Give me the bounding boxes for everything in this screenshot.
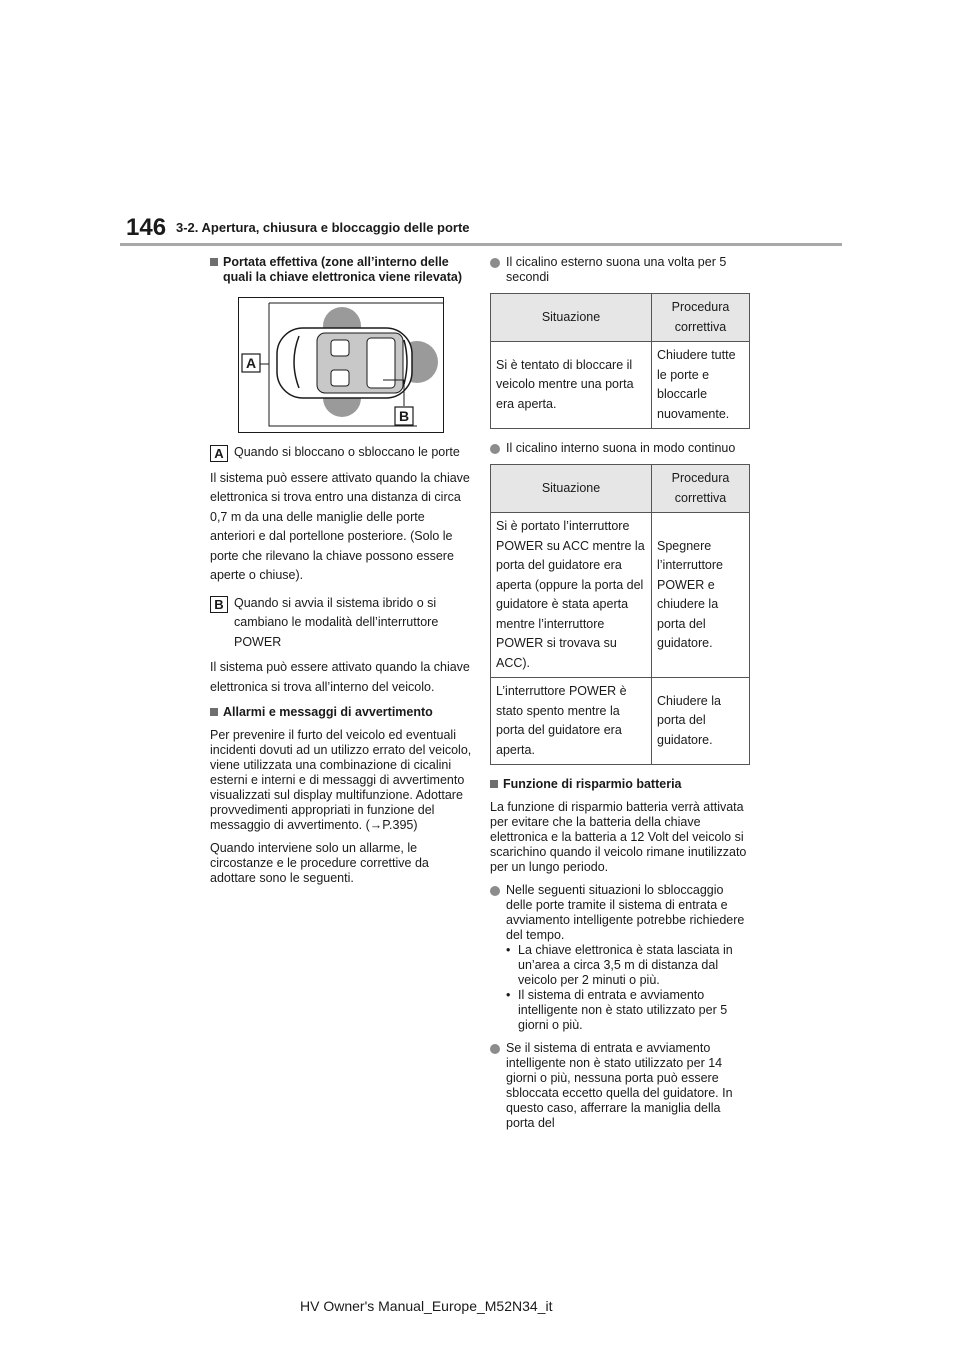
right-column [490,255,752,1139]
heading-effective-range: Portata effettiva (zone all’interno delle quali la chiave elettronica viene rilevata) [210,255,472,285]
round-bullet-icon [490,258,500,268]
list-item: • La chiave elettronica è stata lasciata in un’area a circa 3,5 m di distanza dal veicolo per 2 minuti o più. [506,943,733,987]
round-bullet-icon [490,886,500,896]
bullet-internal-buzzer: Il cicalino interno suona in modo continuo [490,441,752,456]
square-bullet-icon [210,258,218,266]
section-title: 3-2. Apertura, chiusura e bloccaggio delle porte [176,220,470,235]
table-header: Situazione [491,465,652,513]
table-cell: Si è portato l’interruttore POWER su ACC mentre la porta del guidatore era aperta (oppure la porta del guidatore è stata aperta mentre l’interruttore POWER si trovava su ACC). [491,513,652,678]
table-row [491,342,750,429]
square-bullet-icon [210,708,218,716]
square-bullet-icon [490,780,498,788]
table-row [491,513,750,678]
bullet-unlock-delay: Nelle seguenti situazioni lo sbloccaggio delle porte tramite il sistema di entrata e avviamento intelligente potrebbe richiedere del tempo. • La chiave elettronica è stata lasciata in un’area a circa 3,5 m di distanza dal veicolo per 2 minuti o più. • Il sistema di entrata e avviamento intelligente non è stato utilizzato per 5 giorni o più. [490,883,752,1033]
car-top-view-diagram [239,298,443,432]
zone-a-title: A Quando si bloccano o sbloccano le porte [210,443,472,463]
table-cell: Chiudere la porta del guidatore. [652,678,750,765]
external-buzzer-table [490,293,750,429]
round-bullet-icon [490,444,500,454]
label-b-box: B [210,596,228,613]
seat-front-right [331,370,349,386]
bullet-14-days: Se il sistema di entrata e avviamento intelligente non è stato utilizzato per 14 giorni o più, nessuna porta può essere sbloccata eccetto quella del guidatore. In questo caso, afferrare la maniglia della porta del [490,1041,752,1131]
alarms-paragraph: Per prevenire il furto del veicolo ed eventuali incidenti dovuti ad un utilizzo errato del veicolo, viene utilizzata una combinazione di cicalini esterni e interni e di messaggi di avvertimento visualizzati sul display multifunzione. Adottare provvedimenti appropriati in funzione del messaggio di avvertimento. (→P.395) [210,728,472,832]
seat-front-left [331,340,349,356]
table-header: Procedura correttiva [652,294,750,342]
heading-battery-saving: Funzione di risparmio batteria [490,777,752,792]
zone-b-title: B Quando si avvia il sistema ibrido o si cambiano le modalità dell’interruttore POWER [210,594,472,653]
table-cell: L’interruttore POWER è stato spento mentre la porta del guidatore era aperta. [491,678,652,765]
table-cell: Si è tentato di bloccare il veicolo mentre una porta era aperta. [491,342,652,429]
left-column [210,255,472,894]
bullet-external-buzzer: Il cicalino esterno suona una volta per 5 secondi [490,255,752,285]
table-header: Situazione [491,294,652,342]
table-header: Procedura correttiva [652,465,750,513]
header-divider [120,243,842,246]
zone-b-description: Il sistema può essere attivato quando la chiave elettronica si trova all’interno del veicolo. [210,660,470,694]
table-cell: Spegnere l’interruttore POWER e chiudere la porta del guidatore. [652,513,750,678]
figure-label-b: B [398,408,410,424]
list-item: • Il sistema di entrata e avviamento intelligente non è stato utilizzato per 5 giorni o più. [506,988,728,1032]
internal-buzzer-table [490,464,750,765]
figure-label-a: A [245,355,257,371]
label-a-box: A [210,445,228,462]
page-number: 146 [126,214,167,241]
alarms-procedure-paragraph: Quando interviene solo un allarme, le circostanze e le procedure correttive da adottare sono le seguenti. [210,841,429,885]
table-cell: Chiudere tutte le porte e bloccarle nuovamente. [652,342,750,429]
footer-manual-id: HV Owner's Manual_Europe_M52N34_it [300,1298,553,1314]
sub-bullet-marker: • [506,943,511,957]
zone-a-description: Il sistema può essere attivato quando la chiave elettronica si trova entro una distanza di circa 0,7 m da una delle maniglie delle porte anteriori e dal portellone posteriore. (Solo le porte che rilevano la chiave possono essere aperte o chiuse). [210,470,470,582]
round-bullet-icon [490,1044,500,1054]
table-row [491,678,750,765]
sub-bullet-marker: • [506,988,511,1002]
heading-alarms: Allarmi e messaggi di avvertimento [210,705,472,720]
detection-zone-figure [238,297,444,433]
battery-saving-paragraph: La funzione di risparmio batteria verrà attivata per evitare che la batteria della chiave elettronica e la batteria a 12 Volt del veicolo si scarichino quando il veicolo rimane inutilizzato per un lungo periodo. [490,800,747,874]
